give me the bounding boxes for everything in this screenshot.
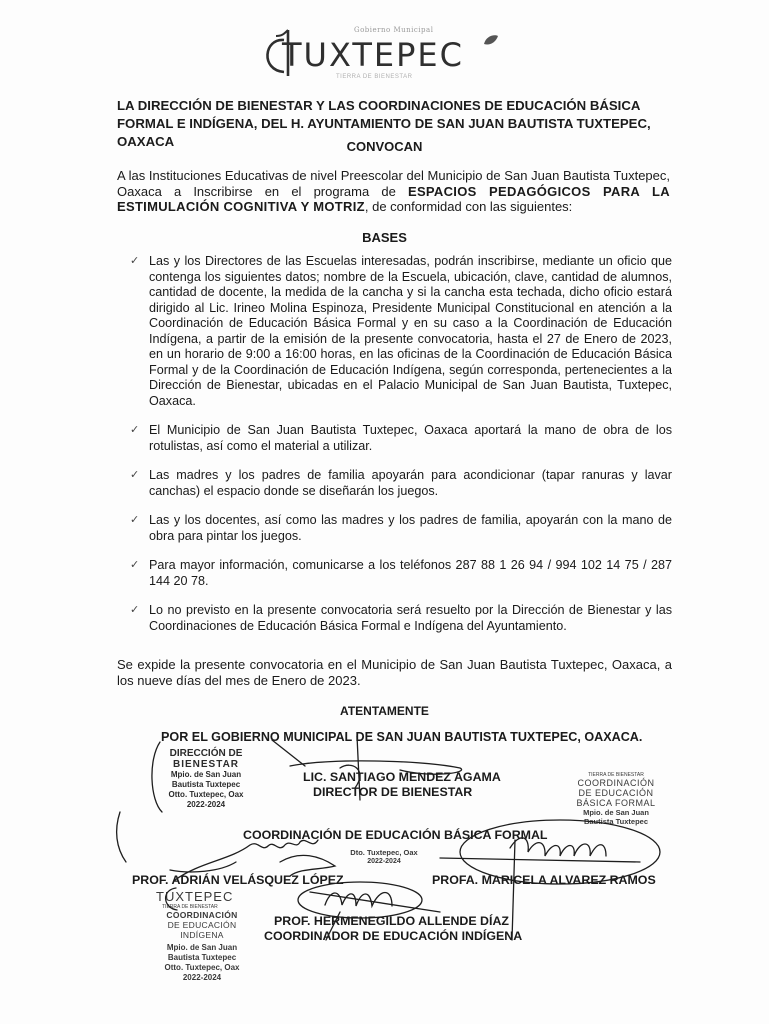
stamp-line: Dto. Tuxtepec, Oax: [350, 848, 418, 857]
list-item-text: Las y los Directores de las Escuelas interesadas, podrán inscribirse, mediante un oficio que contenga los siguientes datos; nombre de la Escuela, ubicación, clave, cantidad de alumnos, cantidad de docente, la medida de la cancha y si la cancha esta techada, dicho oficio estará dirigido al Lic. Irineo Molina Espinoza, Presidente Municipal Constitucional en atención a la Coordinación de Educación Básica Formal y en su caso a la Coordinación de Educación Indígena, a partir de la emisión de la presente convocatoria, hasta el 27 de Enero de 2023, en un horario de 9:00 a 16:00 horas, en las oficinas de la Coordinación de Educación Básica Formal y de la Coordinación de Educación Indígena, según corresponda, pertenecientes a la Dirección de Bienestar, ubicadas en el Palacio Municipal de San Juan Bautista, Tuxtepec, Oaxaca.: [149, 254, 672, 408]
list-item: [130, 603, 672, 634]
atentamente-label: ATENTAMENTE: [340, 704, 429, 718]
stamp-line: Mpio. de San Juan: [583, 808, 649, 817]
stamp-line: Otto. Tuxtepec, Oax: [168, 790, 244, 799]
bases-heading: BASES: [362, 230, 407, 245]
stamp-educacion-indigena: [150, 890, 254, 983]
director-name: LIC. SANTIAGO MENDEZ AGAMA: [303, 770, 501, 784]
program-name: ESPACIOS PEDAGÓGICOS PARA LA ESTIMULACIÓN COGNITIVA Y MOTRIZ: [117, 183, 670, 214]
list-item-text: Lo no previsto en la presente convocatoria será resuelto por la Dirección de Bienestar y las Coordinaciones de Educación Básica Formal e Indígena del Ayuntamiento.: [149, 603, 672, 633]
list-item: [130, 558, 672, 589]
list-item: [130, 254, 672, 409]
maricela-signature-stroke: [512, 840, 515, 940]
adrian-signature-stroke: [170, 862, 236, 872]
hermenegildo-signature-stroke: [325, 893, 392, 907]
intro-text-after: , de conformidad con las siguientes:: [364, 199, 573, 214]
bases-list: [130, 254, 672, 634]
list-item: [130, 468, 672, 499]
stamp-line: BIENESTAR: [172, 759, 240, 770]
indigena-signer-role: COORDINADOR DE EDUCACIÓN INDÍGENA: [264, 929, 523, 943]
stamp-line: 2022-2024: [182, 973, 222, 982]
stamp-educacion-basica: [562, 772, 670, 826]
stamp-educacion-basica-footer: [330, 848, 438, 866]
government-line: POR EL GOBIERNO MUNICIPAL DE SAN JUAN BAUTISTA TUXTEPEC, OAXACA.: [161, 730, 643, 744]
stamp-line: Otto. Tuxtepec, Oax: [164, 963, 240, 972]
list-item: [130, 513, 672, 544]
municipal-logo: [254, 26, 514, 84]
stamp-line: Mpio. de San Juan: [166, 943, 238, 952]
hermenegildo-signature-stroke: [310, 892, 440, 912]
stamp-line: TUXTEPEC: [156, 889, 234, 904]
basica-coordination-role: COORDINACIÓN DE EDUCACIÓN BÁSICA FORMAL: [243, 828, 548, 842]
intro-text-before: A las Instituciones Educativas de nivel Preescolar del Municipio de San Juan Bautista Tuxtepec, Oaxaca a Inscribirse en el programa de: [117, 168, 670, 199]
checkmark-icon: ✓: [130, 424, 140, 436]
basica-right-signer-name: PROFA. MARICELA ALVAREZ RAMOS: [432, 873, 656, 887]
checkmark-icon: ✓: [130, 559, 140, 571]
stamp-line: DE EDUCACIÓN: [578, 788, 654, 798]
stamp-line: TIERRA DE BIENESTAR: [588, 772, 644, 778]
stamp-line: 2022-2024: [367, 858, 401, 865]
logo-wordmark: TUXTEPEC: [282, 36, 464, 74]
stamp-line: COORDINACIÓN: [166, 910, 238, 920]
stamp-line: DIRECCIÓN DE: [169, 748, 243, 759]
maricela-signature-stroke: [440, 858, 640, 862]
stamp-direccion-bienestar: [150, 748, 262, 810]
indigena-signer-name: PROF. HERMENEGILDO ALLENDE DÍAZ: [274, 914, 509, 928]
document-title: LA DIRECCIÓN DE BIENESTAR Y LAS COORDINACIONES DE EDUCACIÓN BÁSICA FORMAL E INDÍGENA, DEL H. AYUNTAMIENTO DE SAN JUAN BAUTISTA TUXTEPEC, OAXACA: [117, 98, 651, 149]
stamp-line: BÁSICA FORMAL: [576, 798, 656, 808]
logo-subtitle-top: Gobierno Municipal: [354, 26, 434, 34]
checkmark-icon: ✓: [130, 604, 140, 616]
stamp-bracket-stroke: [117, 812, 126, 862]
closing-paragraph: Se expide la presente convocatoria en el Municipio de San Juan Bautista Tuxtepec, Oaxaca, a los nueve días del mes de Enero de 2023.: [117, 657, 672, 688]
logo-leaf-icon: [480, 30, 500, 50]
director-role: DIRECTOR DE BIENESTAR: [313, 785, 473, 799]
checkmark-icon: ✓: [130, 469, 140, 481]
stamp-line: COORDINACIÓN: [577, 778, 655, 788]
convocan-heading: CONVOCAN: [346, 139, 423, 154]
list-item-text: Las y los docentes, así como las madres y los padres de familia, apoyarán con la mano de obra para pintar los juegos.: [149, 513, 672, 543]
stamp-line: TIERRA DE BIENESTAR: [162, 904, 218, 910]
list-item-text: Para mayor información, comunicarse a los teléfonos 287 88 1 26 94 / 994 102 14 75 / 287 144 20 78.: [149, 558, 672, 588]
intro-paragraph: [117, 168, 670, 215]
basica-left-signer-name: PROF. ADRIÁN VELÁSQUEZ LÓPEZ: [132, 873, 344, 887]
stamp-line: Mpio. de San Juan: [170, 770, 242, 779]
stamp-line: Bautista Tuxtepec: [171, 780, 241, 789]
list-item-text: El Municipio de San Juan Bautista Tuxtepec, Oaxaca aportará la mano de obra de los rotulistas, así como el material a utilizar.: [149, 423, 672, 453]
list-item-text: Las madres y los padres de familia apoyarán para acondicionar (tapar ranuras y lavar canchas) el espacio donde se diseñarán los juegos.: [149, 468, 672, 498]
stamp-line: INDÍGENA: [180, 930, 224, 940]
checkmark-icon: ✓: [130, 514, 140, 526]
logo-subtitle-bottom: TIERRA DE BIENESTAR: [336, 74, 413, 80]
stamp-line: 2022-2024: [186, 800, 226, 809]
hermenegildo-signature-stroke: [298, 882, 422, 918]
stamp-line: Bautista Tuxtepec: [583, 817, 649, 826]
stamp-line: DE EDUCACIÓN: [167, 920, 237, 930]
checkmark-icon: ✓: [130, 255, 140, 267]
list-item: [130, 423, 672, 454]
stamp-line: Bautista Tuxtepec: [167, 953, 237, 962]
